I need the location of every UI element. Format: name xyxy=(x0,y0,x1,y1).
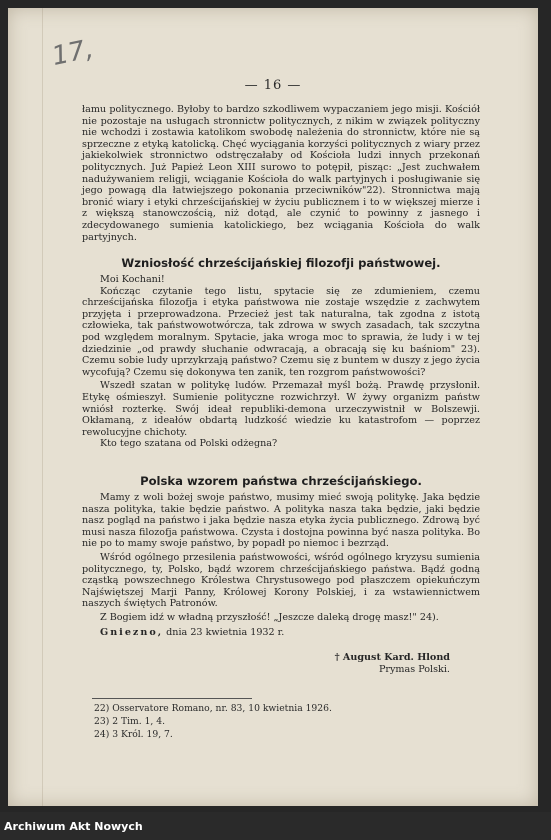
page-number: — 16 — xyxy=(244,78,302,93)
greeting: Moi Kochani! xyxy=(100,274,165,285)
footnote: 24) 3 Król. 19, 7. xyxy=(94,729,173,740)
footnote: 22) Osservatore Romano, nr. 83, 10 kwietnia 1926. xyxy=(94,703,332,714)
archive-footer-bar xyxy=(0,812,551,840)
paragraph: Kto tego szatana od Polski odżegna? xyxy=(100,438,278,450)
paragraph: Wszedł szatan w politykę ludów. Przemazał myśl bożą. Prawdę przysłonił. Etykę ośmieszył. Sumienie polityczne rozwichrzył. W żywy organizm państw wniósł rozterkę. Swój ideał republiki-demona urzeczywistnił w Bolszewji. Okłamaną, z ideałów obdartą ludzkość wiedzie ku katastrofom — poprzez rewolucyjne chichoty. xyxy=(82,380,480,438)
paragraph: Wśród ogólnego przesilenia państwowości, wśród ogólnego kryzysu sumienia politycznego, ty, Polsko, bądź wzorem chrześcijańskiego państwa. Bądź godną cząstką powszechnego Królestwa Chrystusowego pod płaszczem opiekuńczym Najświętszej Marji Panny, Królowej Korony Polskiej, i za wstawiennictwem naszych świętych Patronów. xyxy=(82,551,480,610)
footnote-rule xyxy=(92,698,252,699)
paragraph: Mamy z woli bożej swoje państwo, musimy mieć swoją politykę. Jaka będzie nasza polityka, takie będzie państwo. A polityka nasza taka będzie, jaki będzie nasz pogląd na państwo i jaka będzie nasza etyka życia publicznego. Zdrową być musi nasza filozofja państwowa. Czysta i dostojna powinna być nasza polityka. Bo nie po to mamy swoje państwo, by popadł po niemoc i bezrząd. xyxy=(82,492,480,550)
section-body-poland xyxy=(82,492,480,638)
pencil-annotation: 17, xyxy=(49,34,97,72)
date-line xyxy=(82,627,480,639)
footnote: 23) 2 Tim. 1, 4. xyxy=(94,716,166,727)
section-body-philosophy xyxy=(82,274,480,450)
place: Gniezno, xyxy=(100,626,164,638)
footnotes xyxy=(94,702,332,741)
page-fold xyxy=(42,8,43,806)
signature-block xyxy=(82,652,450,676)
section-heading-poland: Polska wzorem państwa chrześcijańskiego. xyxy=(140,474,422,488)
archive-label: Archiwum Akt Nowych xyxy=(4,820,143,833)
date: dnia 23 kwietnia 1932 r. xyxy=(166,626,285,638)
intro-text: łamu politycznego. Byłoby to bardzo szkodliwem wypaczaniem jego misji. Kościół nie pozostaje na usługach stronnictw politycznych, z nikim w związek polityczny nie wchodzi i zostawia katolikom swobodę należenia do stronnictw, które nie są sprzeczne z etyką katolicką. Chęć wyciągania korzyści politycznych z wiary przez jakiekolwiek stronnictwo odstręczałaby od Kościoła ludzi innych przekonań politycznych. Już Papież Leon XIII surowo to potępił, pisząc: „Jest zuchwałem nadużywaniem religji, wciąganie Kościoła do walk partyjnych i posługiwanie się jego powagą dla łatwiejszego pokonania przeciwników"22). Stronnictwa mają bronić wiary i etyki chrześcijańskiej w życiu publicznem i to w większej mierze i z większą stanowczością, niż dotąd, ale czynić to powinny z jasnego i zdecydowanego sumienia katolickiego, bez wciągania Kościoła do walk partyjnych. xyxy=(82,104,480,243)
signature-title: Prymas Polski. xyxy=(378,664,450,675)
paragraph: Z Bogiem idź w władną przyszłość! „Jeszcze daleką drogę masz!" 24). xyxy=(100,611,439,623)
section-heading-philosophy: Wzniosłość chrześcijańskiej filozofji państwowej. xyxy=(121,256,441,270)
signature-name: † August Kard. Hlond xyxy=(334,652,450,663)
intro-paragraph xyxy=(82,104,480,243)
paragraph: Kończąc czytanie tego listu, spytacie się ze zdumieniem, czemu chrześcijańska filozofja i etyka państwowa nie zostaje wszędzie z zachwytem przyjęta i przeprowadzona. Przecież jest tak naturalna, tak zgodna z istotą człowieka, tak państwowotwórcza, tak zdrowa w swych zasadach, tak szczytna pod względem moralnym. Spytacie, jaka wroga moc to sprawia, że ludy i w tej dziedzinie „od prawdy słuchanie odwracają, a obracają się ku baśniom" 23). Czemu sobie ludy uprzykrzają państwo? Czemu się z buntem w duszy z jego życia wycofują? Czemu się dokonywa ten zanik, ten rozgrom państwowości? xyxy=(82,285,480,378)
document-page xyxy=(8,8,538,806)
